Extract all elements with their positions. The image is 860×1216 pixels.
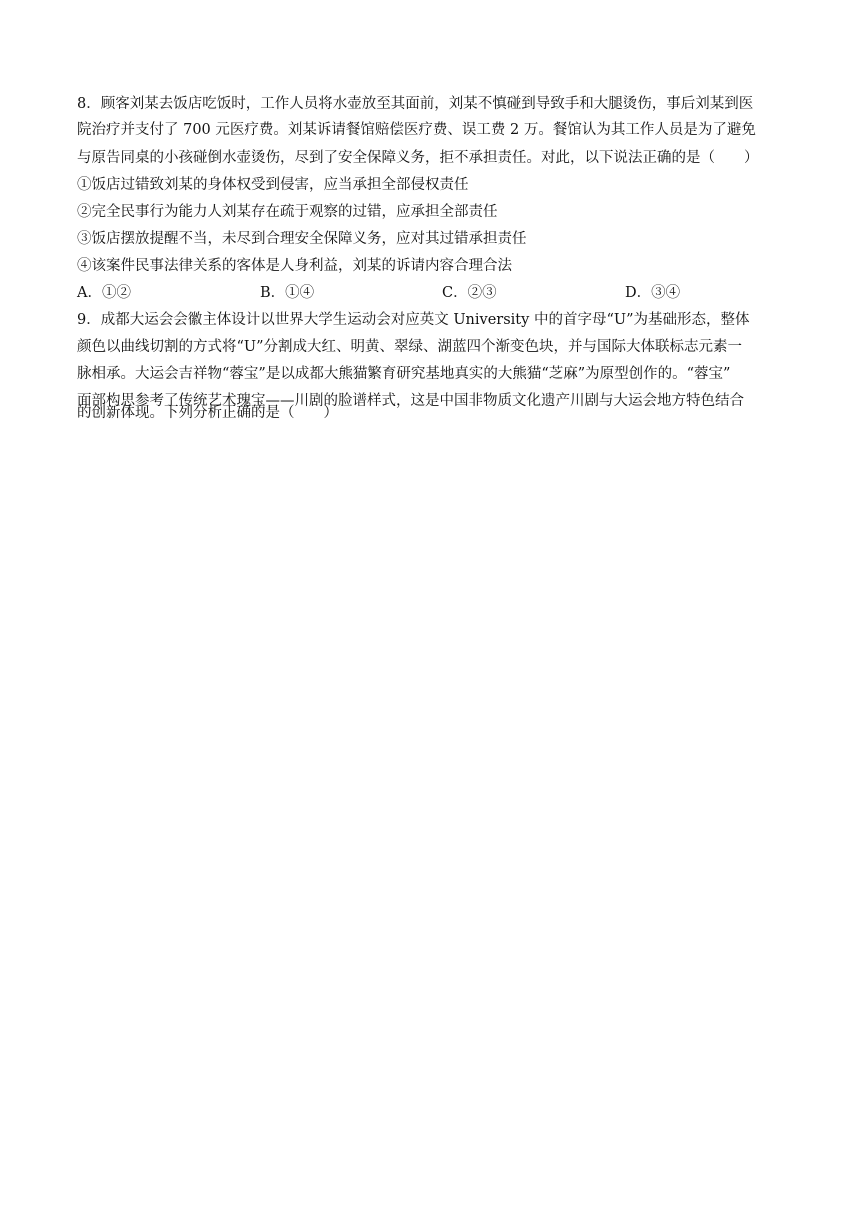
answer-options [77,280,797,306]
option-c: C．②③ [442,285,497,301]
question-stem-line: 院治疗并支付了 700 元医疗费。刘某诉请餐馆赔偿医疗费、误工费 2 万。餐馆认为其工作人员是为了避免 [77,122,756,138]
question-stem-line: 脉相承。大运会吉祥物“蓉宝”是以成都大熊猫繁育研究基地真实的大熊猫“芝麻”为原型创作的。“蓉宝” [77,366,731,382]
option-a: A．①② [77,285,131,301]
option-b: B．①④ [260,285,315,301]
question-stem-line: 面部构思参考了传统艺术瑰宝——川剧的脸谱样式，这是中国非物质文化遗产川剧与大运会地方特色结合 [77,393,744,409]
statement-item: ②完全民事行为能力人刘某存在疏于观察的过错，应承担全部责任 [77,204,498,220]
statement-item: ④该案件民事法律关系的客体是人身利益，刘某的诉请内容合理合法 [77,258,512,274]
option-d: D．③④ [625,285,681,301]
statement-item: ③饭店摆放提醒不当，未尽到合理安全保障义务，应对其过错承担责任 [77,231,527,247]
question-stem-line: 与原告同桌的小孩碰倒水壶烫伤，尽到了安全保障义务，拒不承担责任。对此，以下说法正确的是（ ） [77,150,759,166]
question-stem-line: 8．顾客刘某去饭店吃饭时，工作人员将水壶放至其面前，刘某不慎碰到导致手和大腿烫伤，事后刘某到医 [77,96,754,112]
question-stem-line: 的创新体现。下列分析正确的是（ ） [77,405,338,421]
statement-item: ①饭店过错致刘某的身体权受到侵害，应当承担全部侵权责任 [77,177,469,193]
question-stem-line: 颜色以曲线切割的方式将“U”分割成大红、明黄、翠绿、湖蓝四个渐变色块，并与国际大体联标志元素一 [77,339,743,355]
question-stem-line: 9．成都大运会会徽主体设计以世界大学生运动会对应英文 University 中的首字母“U”为基础形态，整体 [77,312,750,328]
